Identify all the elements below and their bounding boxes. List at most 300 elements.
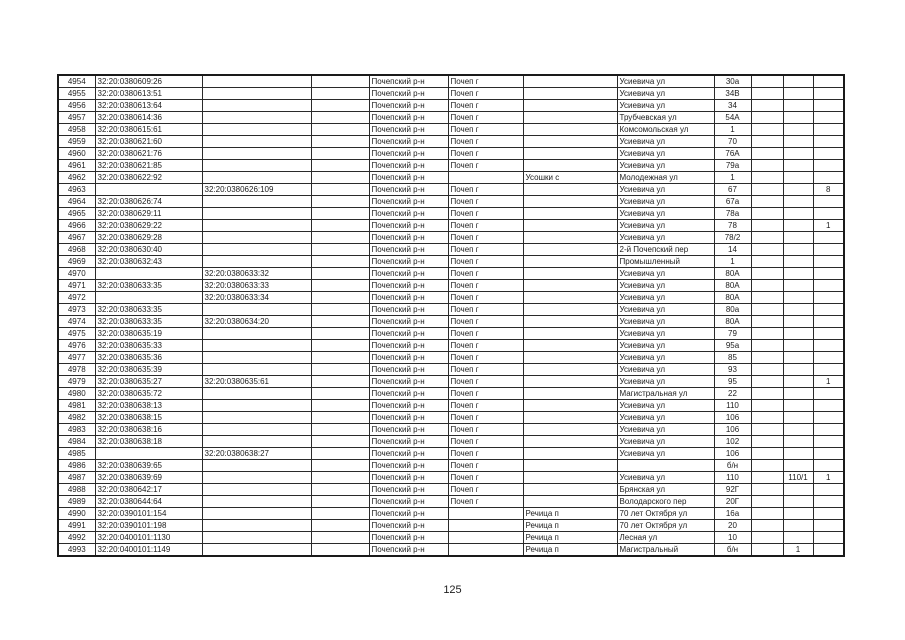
table-cell	[202, 75, 311, 88]
table-cell	[95, 268, 202, 280]
table-cell: Усиевича ул	[617, 292, 714, 304]
table-cell	[783, 532, 813, 544]
table-cell: Почепский р-н	[369, 376, 448, 388]
table-cell	[202, 520, 311, 532]
table-cell: 14	[714, 244, 751, 256]
table-row	[58, 208, 844, 220]
table-cell	[523, 220, 617, 232]
table-cell: Почеп г	[448, 136, 523, 148]
table-row	[58, 124, 844, 136]
table-cell	[751, 544, 783, 557]
table-row	[58, 400, 844, 412]
table-cell	[523, 196, 617, 208]
table-cell: 34В	[714, 88, 751, 100]
table-cell: 32:20:0380639:65	[95, 460, 202, 472]
table-cell	[202, 244, 311, 256]
table-cell: Промышленный	[617, 256, 714, 268]
table-cell	[202, 172, 311, 184]
table-cell	[311, 472, 369, 484]
table-cell: 32:20:0390101:198	[95, 520, 202, 532]
table-cell	[751, 460, 783, 472]
table-cell	[783, 100, 813, 112]
table-cell	[813, 316, 844, 328]
table-cell: Почеп г	[448, 400, 523, 412]
table-cell: 4979	[58, 376, 95, 388]
table-cell: 110	[714, 400, 751, 412]
table-row	[58, 232, 844, 244]
table-cell: Почеп г	[448, 208, 523, 220]
table-cell: 4971	[58, 280, 95, 292]
table-cell	[523, 136, 617, 148]
table-cell	[783, 460, 813, 472]
table-cell: 32:20:0380632:43	[95, 256, 202, 268]
table-cell: Почеп г	[448, 460, 523, 472]
table-row	[58, 520, 844, 532]
table-row	[58, 532, 844, 544]
table-cell: Почепский р-н	[369, 75, 448, 88]
table-cell: Усиевича ул	[617, 376, 714, 388]
table-cell	[751, 328, 783, 340]
table-cell	[523, 124, 617, 136]
table-cell	[751, 160, 783, 172]
table-cell	[813, 88, 844, 100]
table-cell	[523, 244, 617, 256]
table-row	[58, 244, 844, 256]
table-cell: Почеп г	[448, 496, 523, 508]
table-cell: Усиевича ул	[617, 316, 714, 328]
table-cell: 70 лет Октября ул	[617, 520, 714, 532]
table-cell	[783, 496, 813, 508]
table-cell	[202, 364, 311, 376]
table-cell: Почепский р-н	[369, 292, 448, 304]
table-cell	[523, 424, 617, 436]
table-cell: 32:20:0380635:33	[95, 340, 202, 352]
table-cell: Усиевича ул	[617, 148, 714, 160]
table-cell	[813, 136, 844, 148]
table-cell	[783, 436, 813, 448]
table-cell: 76А	[714, 148, 751, 160]
table-cell	[202, 532, 311, 544]
table-cell	[311, 460, 369, 472]
table-cell: 4966	[58, 220, 95, 232]
table-cell	[202, 232, 311, 244]
table-cell	[523, 412, 617, 424]
table-cell: Почеп г	[448, 376, 523, 388]
table-cell: 4955	[58, 88, 95, 100]
table-cell	[813, 304, 844, 316]
table-cell: Усиевича ул	[617, 136, 714, 148]
table-cell: 79а	[714, 160, 751, 172]
table-cell	[202, 196, 311, 208]
table-cell: Усиевича ул	[617, 220, 714, 232]
table-cell	[523, 75, 617, 88]
table-cell: 4975	[58, 328, 95, 340]
table-cell: Почеп г	[448, 232, 523, 244]
table-cell: Усиевича ул	[617, 352, 714, 364]
table-cell: 78	[714, 220, 751, 232]
table-cell	[751, 436, 783, 448]
table-cell: Речица п	[523, 532, 617, 544]
table-cell: 32:20:0380635:61	[202, 376, 311, 388]
table-cell	[783, 352, 813, 364]
table-cell: 20Г	[714, 496, 751, 508]
table-cell	[813, 424, 844, 436]
table-cell	[311, 364, 369, 376]
table-cell	[783, 280, 813, 292]
table-cell	[813, 292, 844, 304]
table-cell	[751, 520, 783, 532]
table-cell: 4954	[58, 75, 95, 88]
cadastre-table-body	[58, 75, 844, 556]
table-row	[58, 436, 844, 448]
table-row	[58, 496, 844, 508]
table-cell	[751, 148, 783, 160]
table-cell	[783, 220, 813, 232]
table-cell: 32:20:0380639:69	[95, 472, 202, 484]
table-cell	[95, 448, 202, 460]
table-cell: Почепский р-н	[369, 148, 448, 160]
table-cell	[783, 328, 813, 340]
table-cell: 70 лет Октября ул	[617, 508, 714, 520]
table-cell: Почеп г	[448, 316, 523, 328]
table-cell: 106	[714, 412, 751, 424]
table-cell	[813, 412, 844, 424]
table-cell	[311, 424, 369, 436]
table-cell: Почепский р-н	[369, 388, 448, 400]
table-row	[58, 112, 844, 124]
table-cell: 4987	[58, 472, 95, 484]
table-cell	[523, 460, 617, 472]
table-cell: 4961	[58, 160, 95, 172]
table-cell: Речица п	[523, 544, 617, 557]
table-cell	[751, 532, 783, 544]
table-cell: 4972	[58, 292, 95, 304]
table-cell: Усошки с	[523, 172, 617, 184]
table-cell: Почеп г	[448, 184, 523, 196]
table-cell: 32:20:0380644:64	[95, 496, 202, 508]
table-cell: 4970	[58, 268, 95, 280]
table-cell: Почепский р-н	[369, 112, 448, 124]
table-cell: Почепский р-н	[369, 184, 448, 196]
table-cell: б/н	[714, 460, 751, 472]
table-cell: Брянская ул	[617, 484, 714, 496]
table-cell	[202, 484, 311, 496]
table-row	[58, 280, 844, 292]
table-cell: 4992	[58, 532, 95, 544]
table-cell: Почепский р-н	[369, 508, 448, 520]
table-cell: Усиевича ул	[617, 208, 714, 220]
table-cell	[311, 196, 369, 208]
table-cell: 106	[714, 424, 751, 436]
cadastre-table	[57, 74, 845, 557]
table-cell: 4990	[58, 508, 95, 520]
table-cell: 110/1	[783, 472, 813, 484]
table-cell: Почепский р-н	[369, 316, 448, 328]
table-cell: Почепский р-н	[369, 484, 448, 496]
table-cell: Речица п	[523, 508, 617, 520]
table-cell	[783, 520, 813, 532]
table-cell: 4977	[58, 352, 95, 364]
table-cell: 4978	[58, 364, 95, 376]
table-cell	[523, 328, 617, 340]
table-cell: Почеп г	[448, 100, 523, 112]
table-cell: Почеп г	[448, 364, 523, 376]
table-cell	[783, 364, 813, 376]
table-cell: Почепский р-н	[369, 88, 448, 100]
table-cell: 32:20:0380642:17	[95, 484, 202, 496]
table-cell: 1	[714, 124, 751, 136]
table-cell: 32:20:0380626:109	[202, 184, 311, 196]
table-row	[58, 472, 844, 484]
table-cell	[813, 75, 844, 88]
table-cell	[783, 376, 813, 388]
table-cell	[202, 544, 311, 557]
table-cell: 34	[714, 100, 751, 112]
table-cell	[751, 208, 783, 220]
table-cell	[783, 508, 813, 520]
table-cell	[813, 436, 844, 448]
table-cell	[783, 112, 813, 124]
table-cell	[311, 124, 369, 136]
table-cell: 32:20:0380638:15	[95, 412, 202, 424]
table-cell: 4960	[58, 148, 95, 160]
table-cell	[202, 88, 311, 100]
table-cell	[202, 304, 311, 316]
table-cell	[523, 232, 617, 244]
table-cell	[783, 232, 813, 244]
table-cell: Почепский р-н	[369, 496, 448, 508]
table-cell: Почепский р-н	[369, 256, 448, 268]
table-cell: 106	[714, 448, 751, 460]
table-cell	[311, 268, 369, 280]
table-cell	[751, 136, 783, 148]
table-cell	[813, 508, 844, 520]
table-cell: 4968	[58, 244, 95, 256]
table-cell	[751, 292, 783, 304]
table-cell	[523, 376, 617, 388]
table-cell: Почеп г	[448, 256, 523, 268]
table-cell	[311, 244, 369, 256]
table-cell: Почеп г	[448, 328, 523, 340]
table-cell: Почеп г	[448, 124, 523, 136]
table-cell: 32:20:0390101:154	[95, 508, 202, 520]
table-cell: Почеп г	[448, 424, 523, 436]
table-cell	[783, 268, 813, 280]
table-cell	[202, 124, 311, 136]
table-cell	[751, 100, 783, 112]
table-cell: 32:20:0380633:35	[95, 280, 202, 292]
table-cell	[783, 304, 813, 316]
table-cell: 32:20:0380635:36	[95, 352, 202, 364]
table-cell: 32:20:0380613:64	[95, 100, 202, 112]
table-cell	[813, 160, 844, 172]
table-cell: 78/2	[714, 232, 751, 244]
table-cell: Почепский р-н	[369, 244, 448, 256]
table-cell	[813, 148, 844, 160]
table-cell	[813, 340, 844, 352]
table-cell: 32:20:0380638:27	[202, 448, 311, 460]
table-cell: 32:20:0380629:22	[95, 220, 202, 232]
table-cell	[751, 340, 783, 352]
table-cell	[311, 304, 369, 316]
table-cell	[523, 400, 617, 412]
table-cell: 54А	[714, 112, 751, 124]
table-cell: Усиевича ул	[617, 340, 714, 352]
table-cell: Усиевича ул	[617, 364, 714, 376]
table-cell	[813, 232, 844, 244]
table-cell	[311, 508, 369, 520]
table-row	[58, 268, 844, 280]
table-cell: Почепский р-н	[369, 196, 448, 208]
table-row	[58, 172, 844, 184]
table-cell: 70	[714, 136, 751, 148]
table-cell: Почеп г	[448, 436, 523, 448]
table-cell	[813, 208, 844, 220]
table-cell: 4963	[58, 184, 95, 196]
table-cell: Почепский р-н	[369, 412, 448, 424]
table-cell	[311, 352, 369, 364]
table-cell	[311, 148, 369, 160]
table-row	[58, 160, 844, 172]
table-cell	[448, 532, 523, 544]
table-cell: 95	[714, 376, 751, 388]
table-cell: 4959	[58, 136, 95, 148]
table-cell	[311, 280, 369, 292]
table-cell	[783, 388, 813, 400]
table-cell	[783, 148, 813, 160]
table-cell: 4958	[58, 124, 95, 136]
table-cell: 32:20:0380613:51	[95, 88, 202, 100]
table-cell	[813, 112, 844, 124]
table-cell: 32:20:0380633:35	[95, 316, 202, 328]
table-cell: 1	[783, 544, 813, 557]
table-cell: 1	[714, 172, 751, 184]
table-cell: 95а	[714, 340, 751, 352]
table-cell	[751, 412, 783, 424]
table-cell: Усиевича ул	[617, 400, 714, 412]
table-cell: Почеп г	[448, 148, 523, 160]
table-cell: 2-й Почепский пер	[617, 244, 714, 256]
table-cell	[751, 256, 783, 268]
table-cell: Почеп г	[448, 292, 523, 304]
table-cell: Почеп г	[448, 220, 523, 232]
table-cell: Почеп г	[448, 388, 523, 400]
table-cell	[448, 520, 523, 532]
table-cell: Лесная ул	[617, 532, 714, 544]
table-cell: 4985	[58, 448, 95, 460]
table-cell: 32:20:0380633:33	[202, 280, 311, 292]
table-cell: Почепский р-н	[369, 460, 448, 472]
table-cell: 80а	[714, 304, 751, 316]
table-cell	[751, 352, 783, 364]
table-cell: Почепский р-н	[369, 400, 448, 412]
table-cell	[751, 184, 783, 196]
table-row	[58, 184, 844, 196]
table-cell: 32:20:0400101:1130	[95, 532, 202, 544]
table-cell	[783, 172, 813, 184]
table-cell: 4976	[58, 340, 95, 352]
table-row	[58, 220, 844, 232]
table-cell	[311, 376, 369, 388]
table-cell: Почепский р-н	[369, 544, 448, 557]
table-cell: Почепский р-н	[369, 160, 448, 172]
table-cell	[523, 112, 617, 124]
table-cell: 10	[714, 532, 751, 544]
table-cell	[751, 232, 783, 244]
table-cell: Усиевича ул	[617, 268, 714, 280]
table-cell: Усиевича ул	[617, 196, 714, 208]
table-cell: Почеп г	[448, 304, 523, 316]
table-cell: 32:20:0380638:18	[95, 436, 202, 448]
table-cell	[783, 160, 813, 172]
table-cell	[202, 160, 311, 172]
table-cell: 4986	[58, 460, 95, 472]
table-cell	[311, 256, 369, 268]
table-cell: Почеп г	[448, 352, 523, 364]
table-cell: 80А	[714, 268, 751, 280]
table-cell: 1	[813, 472, 844, 484]
table-cell	[523, 160, 617, 172]
table-cell: Речица п	[523, 520, 617, 532]
table-cell	[751, 508, 783, 520]
table-cell	[751, 268, 783, 280]
table-cell	[202, 472, 311, 484]
table-cell	[311, 412, 369, 424]
table-cell	[448, 544, 523, 557]
table-cell	[202, 436, 311, 448]
table-cell: 32:20:0380621:76	[95, 148, 202, 160]
table-cell	[813, 352, 844, 364]
table-cell	[95, 292, 202, 304]
table-cell	[523, 448, 617, 460]
table-cell: 32:20:0380633:34	[202, 292, 311, 304]
table-cell	[751, 316, 783, 328]
table-cell: 32:20:0380614:36	[95, 112, 202, 124]
table-cell: 4974	[58, 316, 95, 328]
table-cell: Почеп г	[448, 280, 523, 292]
table-cell: Почепский р-н	[369, 364, 448, 376]
table-cell: 78а	[714, 208, 751, 220]
table-row	[58, 136, 844, 148]
table-cell: 67	[714, 184, 751, 196]
table-cell: Почепский р-н	[369, 304, 448, 316]
table-cell	[523, 496, 617, 508]
table-cell	[751, 304, 783, 316]
table-cell	[751, 244, 783, 256]
table-cell	[751, 424, 783, 436]
table-cell	[813, 280, 844, 292]
table-cell: 22	[714, 388, 751, 400]
table-row	[58, 196, 844, 208]
table-cell	[311, 160, 369, 172]
table-cell	[311, 328, 369, 340]
table-cell	[813, 448, 844, 460]
table-cell	[523, 88, 617, 100]
table-cell: Усиевича ул	[617, 280, 714, 292]
table-row	[58, 544, 844, 557]
table-cell: Почеп г	[448, 268, 523, 280]
table-cell	[311, 172, 369, 184]
table-cell	[523, 484, 617, 496]
table-cell: Усиевича ул	[617, 75, 714, 88]
table-cell	[311, 292, 369, 304]
table-cell: 4962	[58, 172, 95, 184]
table-cell	[202, 112, 311, 124]
table-cell: б/н	[714, 544, 751, 557]
table-cell	[523, 100, 617, 112]
table-cell	[202, 460, 311, 472]
table-cell: 32:20:0380609:26	[95, 75, 202, 88]
